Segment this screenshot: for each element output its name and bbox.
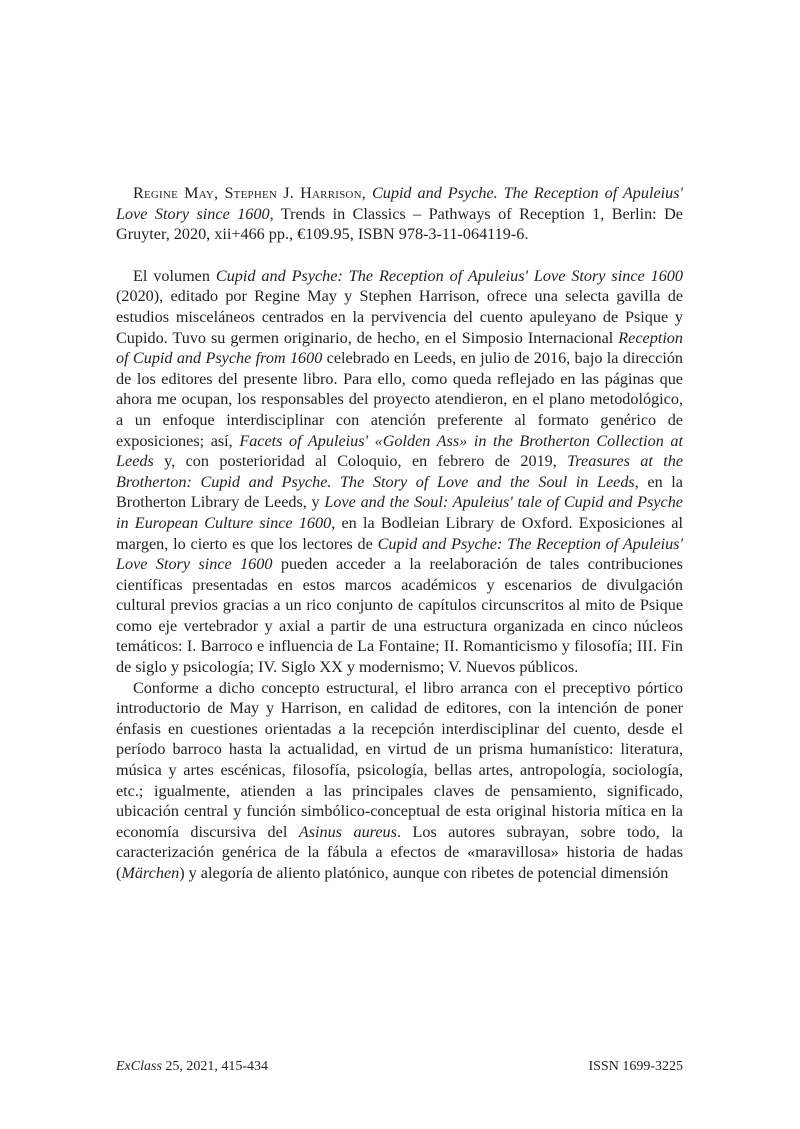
italic-title: Asinus aureus xyxy=(298,822,397,841)
citation-authors: Regine May, Stephen J. Harrison, xyxy=(133,184,366,202)
citation-details: , Trends in Classics – Pathways of Reception 1, Berlin: De Gruyter, 2020, xii+466 pp., €109.95, ISBN 978-3-11-064119-6. xyxy=(116,204,683,244)
text-run: , en la Bodleian Library de Oxford. Exposiciones al margen, lo cierto es que los lectores de xyxy=(116,513,683,553)
text-run: y, con posterioridad al Coloquio, en febrero de 2019, xyxy=(153,452,568,471)
journal-name: ExClass xyxy=(116,1059,162,1074)
italic-title: Cupid and Psyche: The Reception of Apuleius' Love Story since 1600 xyxy=(215,266,683,285)
review-citation xyxy=(116,183,683,245)
italic-title: Reception of Cupid and Psyche from 1600 xyxy=(116,328,683,368)
italic-title: Cupid and Psyche: The Reception of Apuleius' Love Story since 1600 xyxy=(116,534,684,574)
italic-title: Love and the Soul: Apuleius' tale of Cupid and Psyche in European Culture since 1600 xyxy=(116,493,683,532)
italic-title: Treasures at the Brotherton: Cupid and Psyche. The Story of Love and the Soul in Leeds xyxy=(116,452,684,491)
italic-title: Facets of Apuleius' «Golden Ass» in the Brotherton Collection at Leeds xyxy=(116,431,683,471)
text-run: , en la Brotherton Library de Leeds, y xyxy=(116,472,683,512)
text-run: Conforme a dicho concepto estructural, el libro arranca con el preceptivo pórtico introductorio de May y Harrison, en calidad de editores, con la intención de poner énfasis en cuestiones orientadas a la recepción interdisciplinar del cuento, desde el período barroco hasta la actualidad, en virtud de un prisma humanístico: literatura, música y artes escénicas, filosofía, psicología, bellas artes, antropología, sociología, etc.; igualmente, atienden a las principales claves de pensamiento, significado, ubicación central y función simbólico-conceptual de esta original historia mítica en la economía discursiva del xyxy=(116,678,683,841)
footer-issn: ISSN 1699-3225 xyxy=(588,1059,683,1074)
text-run: ) y alegoría de aliento platónico, aunque con ribetes de potencial dimensión xyxy=(179,864,669,882)
text-run: . Los autores subrayan, sobre todo, la caracterización genérica de la fábula a efectos de «maravillosa» historia de hadas ( xyxy=(116,822,683,882)
text-run: pueden acceder a la reelaboración de tales contribuciones científicas presentadas en estos marcos académicos y escenarios de divulgación cultural previos gracias a un rico conjunto de capítulos circunscritos al mito de Psique como eje vertebrador y axial a partir de una estructura organizada en cinco núcleos temáticos: I. Barroco e influencia de La Fontaine; II. Romanticismo y filosofía; III. Fin de siglo y psicología; IV. Siglo XX y modernismo; V. Nuevos públicos. xyxy=(116,555,683,677)
text-run: celebrado en Leeds, en julio de 2016, bajo la dirección de los editores del presente libro. Para ello, como queda reflejado en las páginas que ahora me ocupan, los responsables del proyecto atendieron, en el plano metodológico, a un enfoque interdisciplinar con atención preferente al formato genérico de exposiciones; así, xyxy=(116,349,683,450)
page-footer xyxy=(116,1058,683,1076)
page-content xyxy=(116,183,683,884)
body-paragraph-2 xyxy=(116,678,683,884)
text-run: (2020), editado por Regine May y Stephen Harrison, ofrece una selecta gavilla de estudios misceláneos centrados en la pervivencia del cuento apuleyano de Psique y Cupido. Tuvo su germen originario, de hecho, en el Simposio Internacional xyxy=(116,287,683,347)
body-paragraph-1 xyxy=(116,266,683,678)
journal-volume: 25, 2021, 415-434 xyxy=(161,1059,269,1074)
citation-title: Cupid and Psyche. The Reception of Apuleius' Love Story since 1600 xyxy=(116,184,683,223)
footer-citation xyxy=(116,1058,268,1076)
text-run: El volumen xyxy=(133,266,216,285)
italic-term: Märchen xyxy=(121,864,180,882)
